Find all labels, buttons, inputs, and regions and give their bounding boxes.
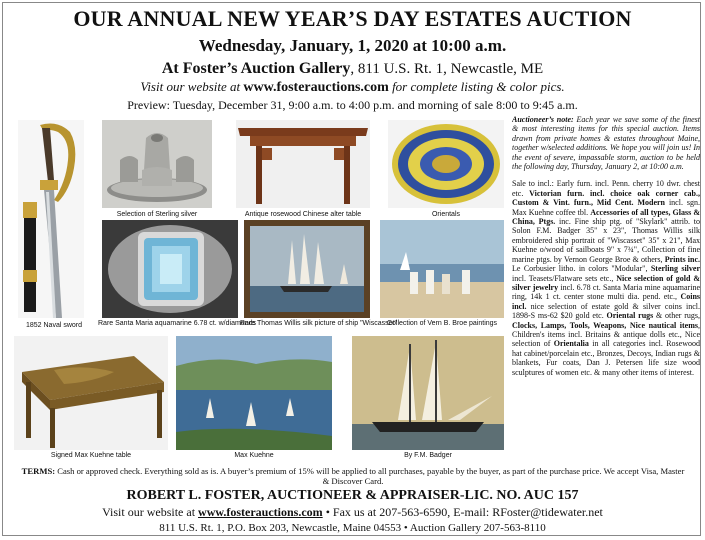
caption-kuehne-painting: Max Kuehne — [234, 452, 274, 459]
caption-naval-sword: 1852 Naval sword — [25, 322, 83, 329]
venue-address: , 811 U.S. Rt. 1, Newcastle, ME — [350, 61, 544, 77]
note-body: incl. 6.78 ct. Santa Maria mine aquamarine ring, 14k 1 ct. center stone multi dia. pend. etc., — [512, 282, 700, 302]
caption-orientals: Orientals — [431, 211, 460, 218]
footer-visit-prefix: Visit our website at — [102, 505, 196, 519]
caption-badger-ship: By F.M. Badger — [404, 452, 452, 459]
auction-date: Wednesday, January, 1, 2020 at 10:00 a.m. — [198, 36, 507, 55]
caption-aquamarine-ring: Rare Santa Maria aquamarine 6.78 ct. w/diamonds — [98, 320, 256, 327]
photo-broe-paintings — [380, 220, 504, 318]
website-line — [0, 79, 705, 96]
caption-altar-table: Antique rosewood Chinese alter table — [244, 211, 362, 218]
note-bold: Victorian furn. incl. choice oak corner cab., Custom & Vint. furn., Mid Cent. Modern — [512, 188, 700, 208]
note-body: inc. Fine ship ptg. of "Skylark" attrib. to Solon F.M. Badger 35" x 23", Thomas Willis silk embroidered ship portrait of "Wiscasset" 35" x 21", Max Kuehne o/wood of sailboats 9" x 7¾", Collection of fine marine ptgs. by Vernon George Broe & others, — [512, 217, 700, 264]
note-bold: Clocks, Lamps, Tools, Weapons, Nice nautical items — [512, 320, 698, 330]
footer-address: 811 U.S. Rt. 1, P.O. Box 203, Newcastle, Maine 04553 • Auction Gallery 207-563-8110 — [159, 522, 546, 534]
note-bold: Nice selection of gold & silver jewelry — [512, 273, 700, 292]
visit-suffix: for complete listing & color pics. — [392, 79, 565, 94]
terms-text: Cash or approved check. Everything sold as is. A buyer’s premium of 15% will be applied to all purchases, payable by the buyer, as part of the purchase price. We accept Visa, Master & Discover Card. — [57, 466, 685, 486]
note-body: , Children's items incl. Britains & antique dolls etc., Nice selection of — [512, 320, 700, 349]
photo-badger-ship — [352, 336, 504, 450]
note-body: Sale to incl.: Early furn. incl. Penn. cherry 10 dwr. chest etc. — [512, 179, 700, 198]
photo-willis-ship — [244, 220, 370, 318]
photo-kuehne-table — [14, 336, 168, 450]
terms-label: TERMS: — [21, 466, 56, 476]
caption-kuehne-table: Signed Max Kuehne table — [50, 452, 132, 459]
footer-website-link[interactable]: www.fosterauctions.com — [198, 505, 323, 519]
photo-naval-sword — [18, 120, 84, 318]
venue-line — [0, 60, 705, 78]
visit-prefix: Visit our website at — [140, 79, 241, 94]
note-body: & other rugs, — [653, 311, 700, 321]
photo-kuehne-painting — [176, 336, 332, 450]
website-link[interactable]: www.fosterauctions.com — [243, 80, 389, 95]
caption-sterling-silver: Selection of Sterling silver — [116, 211, 198, 218]
note-body: nice selection of estate gold & silver coins incl. 1898-S ms-62 $20 gold etc. — [512, 301, 700, 321]
footer-fax-email: • Fax us at 207-563-6590, E-mail: RFoster@tidewater.net — [322, 505, 603, 519]
note-bold: Orientalia — [553, 339, 589, 349]
venue-name: At Foster’s Auction Gallery — [161, 60, 351, 77]
note-intro — [512, 115, 700, 171]
terms — [18, 466, 688, 486]
footer-contact — [0, 505, 705, 520]
note-bold: Prints inc. — [664, 254, 700, 264]
preview-line: Preview: Tuesday, December 31, 9:00 a.m. to 4:00 p.m. and morning of sale 8:00 to 9:45 a.m. — [127, 98, 578, 112]
note-bold: Coins incl. — [512, 292, 700, 311]
note-body: Le Corbusier litho. in colors "Modular", — [512, 264, 651, 274]
note-body: incl. sgn. Max Kuehne coffee tbl. — [512, 198, 700, 217]
note-body: in all categories incl. Rosewood hat cabinet/porcelain etc., Bronzes, Decoys, Indian rugs & blankets, Fur coats, Dan J. Petersen life size wood sculptures of women etc. & many other items of interest. — [512, 339, 700, 377]
photo-altar-table — [236, 120, 370, 208]
note-intro-label: Auctioneer’s note: — [512, 115, 574, 124]
note-bold: Oriental rugs — [606, 311, 654, 321]
auction-title: OUR ANNUAL NEW YEAR’S DAY ESTATES AUCTION — [73, 6, 632, 31]
caption-broe-paintings: Collection of Vern B. Broe paintings — [386, 320, 498, 327]
note-bold: Accessories of all types, Glass & China, Ptgs. — [512, 207, 700, 227]
note-bold: Sterling silver — [650, 264, 700, 274]
photo-sterling-silver — [102, 120, 212, 208]
note-body: incl. Teasets/Flatware sets etc., — [512, 273, 617, 283]
auctioneer-license: ROBERT L. FOSTER, AUCTIONEER & APPRAISER-LIC. NO. AUC 157 — [126, 488, 579, 503]
note-weather: In the event of severe, impassable storm, auction to be held the following day, Thursday, January 2, at 10:00 a.m. — [512, 143, 700, 172]
auctioneers-note — [512, 115, 700, 377]
caption-willis-ship: Rare Thomas Willis silk picture of ship "Wiscasset" — [240, 320, 397, 327]
note-intro-text: Each year we save some of the finest & most interesting items for this special auction. Items drawn from private homes & estates throughout Maine, together w/selected additions. We hope you will join us! — [512, 115, 700, 153]
photo-orientals — [388, 120, 504, 208]
photo-aquamarine-ring — [102, 220, 238, 318]
